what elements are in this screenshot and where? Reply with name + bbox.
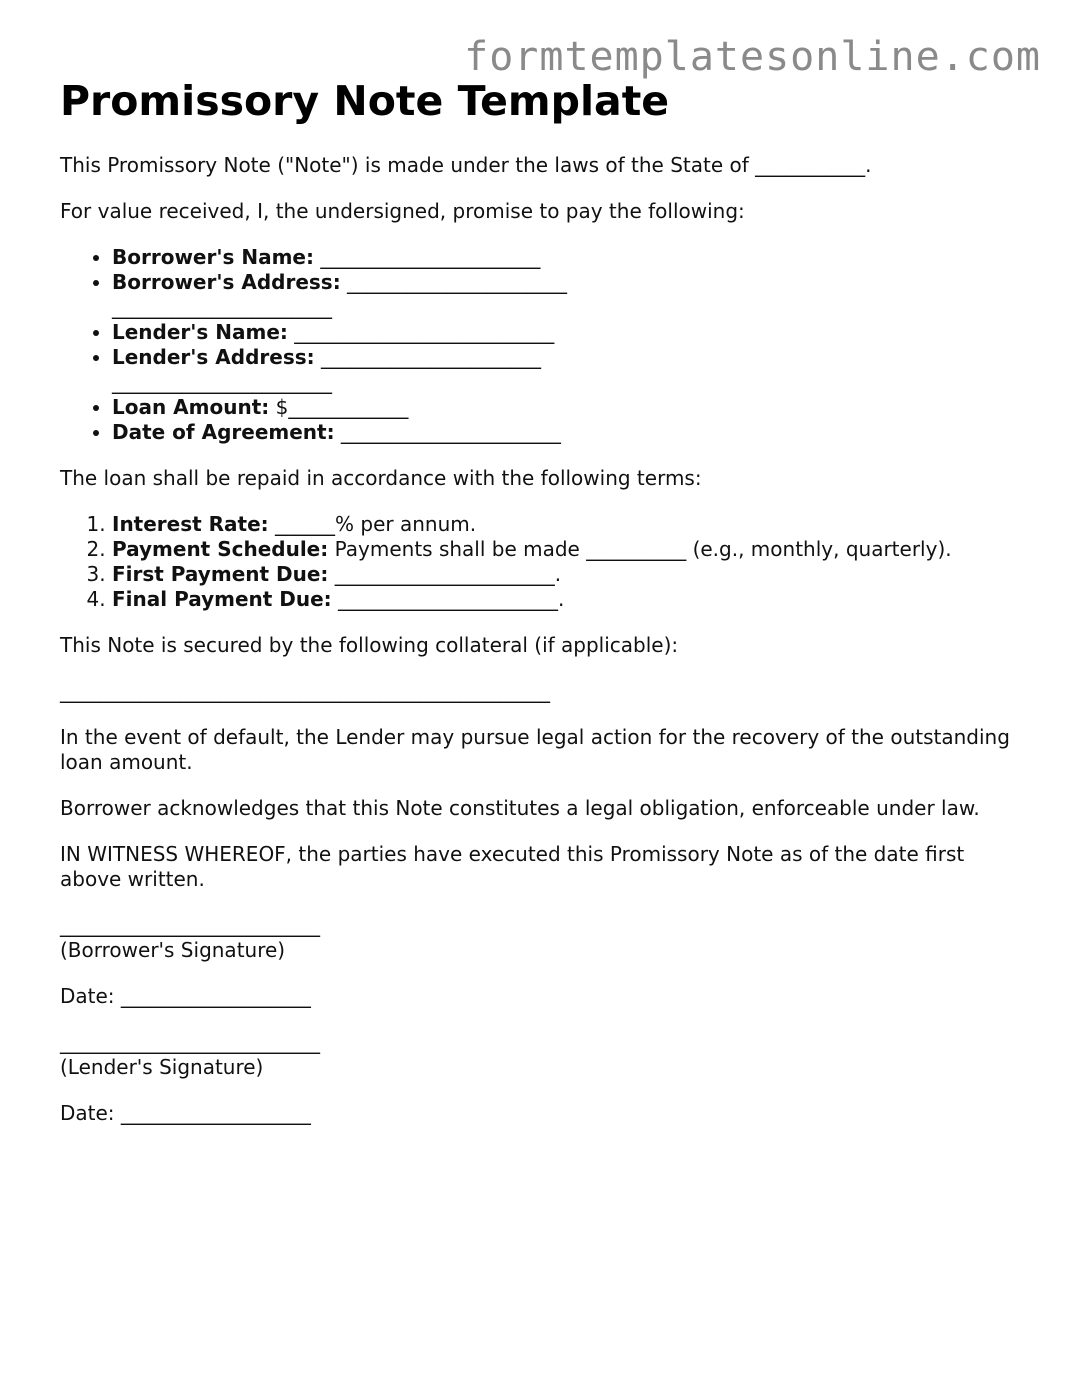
field-label: Lender's Name: bbox=[112, 320, 288, 345]
field-label: Borrower's Address: bbox=[112, 270, 341, 295]
term-label: Final Payment Due: bbox=[112, 587, 332, 612]
borrower-signature-line: __________________________ bbox=[60, 913, 320, 938]
term-label: Interest Rate: bbox=[112, 512, 269, 537]
term-label: First Payment Due: bbox=[112, 562, 329, 587]
field-blank: ______________________ bbox=[334, 420, 561, 445]
field-blank-continuation: ______________________ bbox=[112, 370, 332, 395]
field-blank-continuation: ______________________ bbox=[112, 295, 332, 320]
acknowledge-paragraph: Borrower acknowledges that this Note constitutes a legal obligation, enforceable under law. bbox=[60, 796, 980, 821]
collateral-line: _________________________________________________ bbox=[60, 679, 550, 704]
list-item bbox=[112, 320, 1020, 345]
lender-signature-block bbox=[60, 1030, 1020, 1080]
term-label: Payment Schedule: bbox=[112, 537, 329, 562]
collateral-intro: This Note is secured by the following collateral (if applicable): bbox=[60, 633, 679, 658]
field-label: Date of Agreement: bbox=[112, 420, 335, 445]
field-blank: ______________________ bbox=[340, 270, 568, 295]
promise-paragraph: For value received, I, the undersigned, promise to pay the following: bbox=[60, 199, 745, 224]
list-item bbox=[112, 270, 1020, 320]
field-label: Lender's Address: bbox=[112, 345, 315, 370]
list-item bbox=[112, 420, 1020, 445]
terms-list bbox=[60, 512, 1020, 612]
list-item bbox=[112, 395, 1020, 420]
watermark: formtemplatesonline.com bbox=[464, 34, 1041, 80]
intro-paragraph: This Promissory Note ("Note") is made under the laws of the State of ___________. bbox=[60, 153, 872, 178]
term-value: Payments shall be made __________ (e.g., monthly, quarterly). bbox=[328, 537, 952, 562]
list-item bbox=[112, 587, 1020, 612]
list-item bbox=[112, 562, 1020, 587]
borrower-signature-block bbox=[60, 913, 1020, 963]
term-value: ______________________. bbox=[328, 562, 562, 587]
term-value: ______________________. bbox=[331, 587, 565, 612]
list-item bbox=[112, 245, 1020, 270]
list-item bbox=[112, 512, 1020, 537]
field-label: Borrower's Name: bbox=[112, 245, 314, 270]
field-blank: __________________________ bbox=[287, 320, 555, 345]
parties-list bbox=[60, 245, 1020, 445]
lender-date: Date: ___________________ bbox=[60, 1101, 311, 1126]
witness-paragraph: IN WITNESS WHEREOF, the parties have executed this Promissory Note as of the date first above written. bbox=[60, 842, 965, 892]
term-value: ______% per annum. bbox=[268, 512, 477, 537]
document bbox=[60, 76, 1020, 1147]
borrower-signature-caption: (Borrower's Signature) bbox=[60, 938, 286, 963]
list-item bbox=[112, 537, 1020, 562]
field-blank: ______________________ bbox=[314, 345, 541, 370]
lender-signature-caption: (Lender's Signature) bbox=[60, 1055, 264, 1080]
borrower-date: Date: ___________________ bbox=[60, 984, 311, 1009]
field-blank: $____________ bbox=[269, 395, 409, 420]
list-item bbox=[112, 345, 1020, 395]
field-label: Loan Amount: bbox=[112, 395, 270, 420]
default-paragraph: In the event of default, the Lender may pursue legal action for the recovery of the outstanding loan amount. bbox=[60, 725, 1010, 775]
page-title: Promissory Note Template bbox=[60, 77, 670, 125]
lender-signature-line: __________________________ bbox=[60, 1030, 320, 1055]
field-blank: ______________________ bbox=[313, 245, 541, 270]
terms-intro: The loan shall be repaid in accordance with the following terms: bbox=[60, 466, 702, 491]
